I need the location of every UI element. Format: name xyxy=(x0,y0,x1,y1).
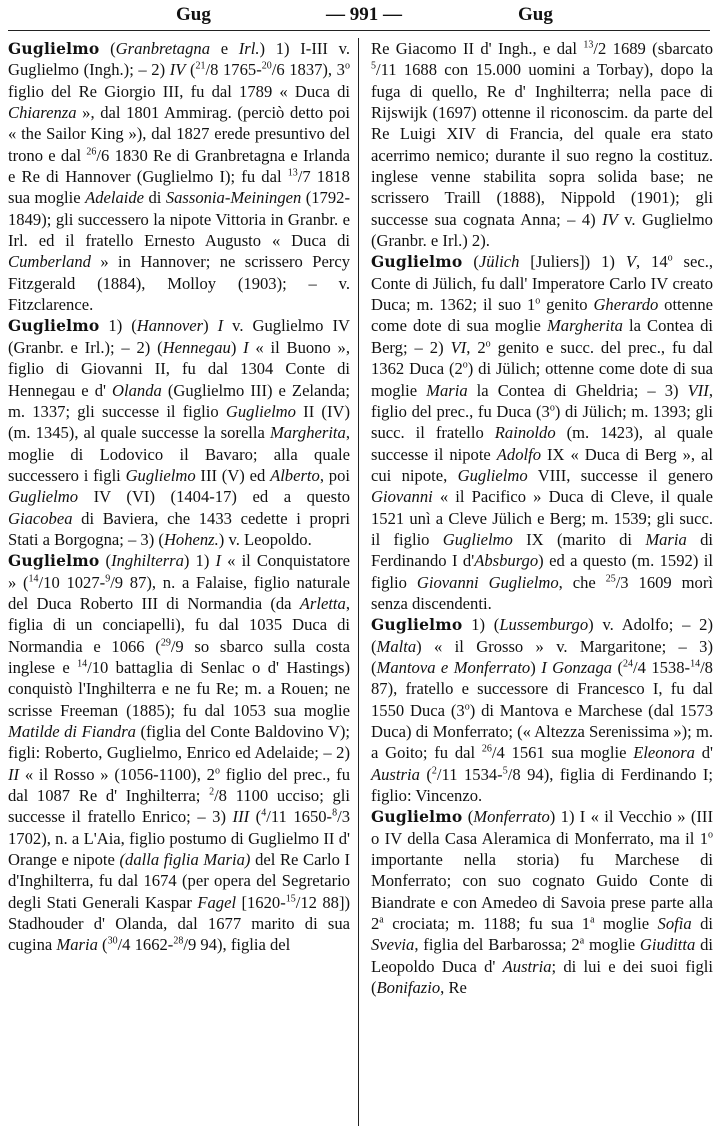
page-header xyxy=(8,0,710,31)
superscript: o xyxy=(464,701,470,713)
superscript: o xyxy=(535,295,541,307)
italic-text: Bonifazio xyxy=(376,978,441,998)
italic-text: Giovanni xyxy=(371,487,433,507)
italic-text: I xyxy=(243,337,249,357)
superscript: 2 xyxy=(431,765,437,777)
superscript: 28 xyxy=(173,935,184,947)
italic-text: Chiarenza xyxy=(8,103,77,123)
left-column xyxy=(8,38,350,956)
italic-text: Maria xyxy=(56,935,98,955)
italic-text: Eleonora xyxy=(633,743,695,763)
italic-text: Austria xyxy=(502,956,552,976)
superscript: 26 xyxy=(481,743,492,755)
superscript: 26 xyxy=(86,146,97,158)
superscript: 25 xyxy=(605,573,616,585)
italic-text: Olanda xyxy=(112,380,162,400)
italic-text: Mantova e Monferrato xyxy=(376,657,531,677)
superscript: a xyxy=(379,914,384,926)
entry-headword: Guglielmo xyxy=(371,252,463,272)
superscript: 20 xyxy=(261,60,272,72)
superscript: o xyxy=(214,765,220,777)
superscript: o xyxy=(667,252,673,264)
italic-text: VI xyxy=(450,337,467,357)
italic-text: Alberto xyxy=(270,465,320,485)
italic-text: Adolfo xyxy=(496,444,542,464)
superscript: o xyxy=(708,829,713,841)
superscript: o xyxy=(462,359,468,371)
superscript: 29 xyxy=(160,637,171,649)
italic-text: Hannover xyxy=(136,316,204,336)
superscript: 21 xyxy=(195,60,206,72)
superscript: a xyxy=(579,935,585,947)
italic-text: III xyxy=(232,807,250,827)
italic-text: Irl. xyxy=(238,39,260,58)
italic-text: Hohenz. xyxy=(163,529,219,549)
dictionary-entry: Guglielmo (Granbretagna e Irl.) 1) I-III v. Guglielmo (Ingh.); – 2) IV ($^{21}$/8 1765-$^{20}$/6 1837), 3$^o$ figlio del Re Giorgio III, fu dal 1789 « Duca di Chiarenza », dal 1801 Ammirag. (perciò detto poi « the Sailor King »), dal 1827 erede presuntivo del trono e dal $^{26}$/6 1830 Re di Granbretagna e Irlanda e Re di Hannover (Guglielmo I); fu dal $^{13}$/7 1818 sua moglie Adelaide di Sassonia-Meiningen (1792-1849); gli successero la nipote Vittoria in Granbr. e Irl. ed il fratello Ernesto Augusto « Duca di Cumberland » in Hannover; ne scrissero Percy Fitzgerald (1884), Molloy (1903); – v. Fitzclarence. xyxy=(8,39,350,315)
superscript: 5 xyxy=(502,765,508,777)
dictionary-entry: Re Giacomo II d' Ingh., e dal $^{13}$/2 1689 (sbarcato $^5$/11 1688 con 15.000 uomini a Torbay), dopo la fuga di quello, Re d' Inghilterra; nella pace di Rijswijk (1697) ottenne il riconoscim. da parte del Re Luigi XIV di Francia, del quale era stato acerrimo nemico; durante il suo regno la costituz. inglese venne stabilita sopra solida base; ne scrissero Traill (1888), Nippold (1901); gli successe sua cognata Anna; – 4) IV v. Guglielmo (Granbr. e Irl.) 2). xyxy=(371,39,713,251)
superscript: 14 xyxy=(77,658,88,670)
italic-text: II xyxy=(8,764,20,784)
italic-text: Monferrato xyxy=(473,807,550,827)
superscript: o xyxy=(485,338,491,350)
italic-text: IV xyxy=(169,60,186,80)
italic-text: (dalla figlia Maria) xyxy=(119,850,251,870)
italic-text: V xyxy=(625,252,636,272)
superscript: 4 xyxy=(261,807,267,819)
italic-text: Granbretagna xyxy=(115,39,210,58)
italic-text: Matilde di Fiandra xyxy=(8,722,136,741)
italic-text: Hennegau xyxy=(162,337,231,357)
dictionary-entry: Guglielmo (Monferrato) 1) I « il Vecchio » (III o IV della Casa Aleramica di Monferrato, ma il 1$^o$ importante nella storia) fu Marchese di Monferrato; con suo cognato Guido Conte di Biandrate e con Amedeo di Savoia prese parte alla 2$^a$ crociata; m. 1188; fu sua 1$^a$ moglie Sofia di Svevia, figlia del Barbarossa; 2$^a$ moglie Giuditta di Leopoldo Duca d' Austria; di lui e dei suoi figli (Bonifazio, Re xyxy=(371,807,714,998)
superscript: 14 xyxy=(690,658,701,670)
italic-text: Malta xyxy=(376,636,417,656)
italic-text: I xyxy=(217,316,224,336)
italic-text: Guglielmo xyxy=(225,401,296,421)
entry-headword: Guglielmo xyxy=(8,551,100,571)
superscript: 8 xyxy=(332,807,338,819)
italic-text: Absburgo xyxy=(474,551,539,571)
italic-text: Guglielmo xyxy=(125,465,196,485)
dictionary-entry: Guglielmo 1) (Hannover) I v. Guglielmo IV (Granbr. e Irl.); – 2) (Hennegau) I « il Buono », figlio di Giovanni II, fu dal 1304 Conte di Hennegau e d' Olanda (Guglielmo III) e Zelanda; m. 1337; gli successe il figlio Guglielmo II (IV) (m. 1345), al quale successe la sorella Margherita, moglie di Lodovico il Bavaro; alla quale successero i figli Guglielmo III (V) ed Alberto, poi Guglielmo IV (VI) (1404-17) ed a questo Giacobea di Baviera, che 1433 cedette i propri Stati a Borgogna; – 3) (Hohenz.) v. Leopoldo. xyxy=(8,316,350,549)
italic-text: Adelaide xyxy=(85,188,145,208)
italic-text: Lussemburgo xyxy=(499,615,589,635)
superscript: o xyxy=(344,60,350,72)
superscript: 30 xyxy=(107,935,118,947)
superscript: 13 xyxy=(287,167,298,179)
italic-text: Margherita xyxy=(546,316,623,336)
entry-headword: Guglielmo xyxy=(8,39,100,58)
italic-text: Guglielmo xyxy=(442,529,513,549)
entry-headword: Guglielmo xyxy=(371,807,463,827)
entry-headword: Guglielmo xyxy=(371,615,463,635)
dictionary-entry: Guglielmo 1) (Lussemburgo) v. Adolfo; – 2) (Malta) « il Grosso » v. Margaritone; – 3) (Mantova e Monferrato) I Gonzaga ($^{24}$/4 1538-$^{14}$/8 87), fratello e successore di Francesco I, fu dal 1550 Duca (3$^o$) di Mantova e Marchese (dal 1573 Duca) di Monferrato; (« Altezza Serenissima »); m. a Goito; fu dal $^{26}$/4 1561 sua moglie Eleonora d' Austria ($^2$/11 1534-$^5$/8 94), figlia di Ferdinando I; figlio: Vincenzo. xyxy=(371,615,713,806)
right-column xyxy=(371,38,713,998)
italic-text: Sofia xyxy=(657,914,692,934)
entry-headword: Guglielmo xyxy=(8,316,100,336)
italic-text: I Gonzaga xyxy=(541,657,613,677)
italic-text: Austria xyxy=(371,764,420,784)
italic-text: Cumberland xyxy=(8,252,91,272)
italic-text: VII xyxy=(687,380,709,400)
italic-text: Inghilterra xyxy=(111,551,184,571)
italic-text: IV xyxy=(602,209,618,229)
italic-text: Maria xyxy=(426,380,468,400)
italic-text: Sassonia-Meiningen xyxy=(165,188,302,208)
superscript: 15 xyxy=(285,893,296,905)
superscript: o xyxy=(549,402,555,414)
italic-text: Giovanni Guglielmo xyxy=(416,572,559,592)
italic-text: Gherardo xyxy=(593,295,659,315)
column-divider xyxy=(358,38,359,1126)
page-number: — 991 — xyxy=(326,4,402,25)
italic-text: Svevia xyxy=(371,935,415,955)
superscript: 2 xyxy=(209,786,215,798)
superscript: 14 xyxy=(28,573,39,585)
italic-text: Maria xyxy=(645,529,687,549)
superscript: 13 xyxy=(583,39,594,51)
superscript: a xyxy=(590,914,595,926)
header-left-guideword: Gug xyxy=(176,4,211,25)
dictionary-entry: Guglielmo (Jülich [Juliers]) 1) V, 14$^o$ sec., Conte di Jülich, fu dall' Imperatore Carlo IV creato Duca; m. 1362; il suo 1$^o$ genito Gherardo ottenne come dote di sua moglie Margherita la Contea di Berg; – 2) VI, 2$^o$ genito e succ. del prec., fu dal 1362 Duca (2$^o$) di Jülich; ottenne come dote di sua moglie Maria la Contea di Gheldria; – 3) VII, figlio del prec., fu Duca (3$^o$) di Jülich; m. 1393; gli succ. il fratello Rainoldo (m. 1423), al quale successe il nipote Adolfo IX « Duca di Berg », al cui nipote, Guglielmo VIII, successe il genero Giovanni « il Pacifico » Duca di Cleve, il quale 1521 unì a Cleve Jülich e Berg; m. 1539; gli succ. il figlio Guglielmo IX (marito di Maria di Ferdinando I d'Absburgo) ed a questo (m. 1592) il figlio Giovanni Guglielmo, che $^{25}$/3 1609 morì senza discendenti. xyxy=(371,252,714,613)
dictionary-entry: Guglielmo (Inghilterra) 1) I « il Conquistatore » ($^{14}$/10 1027-$^9$/9 87), n. a Falaise, figlio naturale del Duca Roberto III di Normandia (da Arletta, figlia di un conciapelli), fu dal 1035 Duca di Normandia e 1066 ($^{29}$/9 so sbarco sulla costa inglese e $^{14}$/10 battaglia di Senlac o d' Hastings) conquistò l'Inghilterra e ne fu Re; m. a Rouen; ne scrisse Freeman (1885); fu dal 1053 sua moglie Matilde di Fiandra (figlia del Conte Baldovino V); figli: Roberto, Guglielmo, Enrico ed Adelaide; – 2) II « il Rosso » (1056-1100), 2$^o$ figlio del prec., fu dal 1087 Re d' Inghilterra; $^2$/8 1100 ucciso; gli successe il fratello Enrico; – 3) III ($^4$/11 1650-$^8$/3 1702), n. a L'Aia, figlio postumo di Guglielmo II d' Orange e nipote (dalla figlia Maria) del Re Carlo I d'Inghilterra, fu dal 1674 (per opera del Segretario degli Stati Generali Kaspar Fagel [1620-$^{15}$/12 88]) Stadhouder d' Olanda, dal 1677 marito di sua cugina Maria ($^{30}$/4 1662-$^{28}$/9 94), figlia del xyxy=(8,551,351,955)
italic-text: Guglielmo xyxy=(8,487,79,507)
italic-text: Rainoldo xyxy=(494,423,556,443)
header-right-guideword: Gug xyxy=(518,4,553,25)
superscript: 9 xyxy=(105,573,111,585)
italic-text: Guglielmo xyxy=(457,465,528,485)
italic-text: Fagel xyxy=(197,892,237,912)
italic-text: Giacobea xyxy=(8,508,73,528)
italic-text: Giuditta xyxy=(639,935,696,955)
superscript: 5 xyxy=(371,60,376,72)
italic-text: Jülich xyxy=(478,252,520,272)
superscript: 24 xyxy=(623,658,634,670)
italic-text: Margherita xyxy=(269,423,346,443)
italic-text: Arletta xyxy=(299,593,346,613)
italic-text: I xyxy=(215,551,222,571)
